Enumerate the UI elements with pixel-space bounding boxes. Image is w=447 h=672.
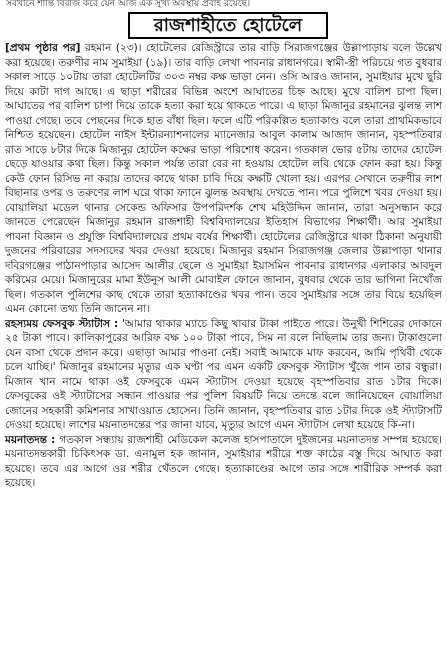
paragraph-text: রহমান (২৩)। হোটেলের রেজিস্ট্রারে তার বাড়ি সিরাজগঞ্জের উল্লাপাড়ায় বলে উল্লেখ করা হয়েছে। তরুণীর নাম সুমাইয়া (১৯)। তার বাড়ি লেখা পাবনার রাধানগরে। স্বামী-স্ত্রী পরিচয়ে গত বুধবার সকাল সাড়ে ১০টায় তারা হোটেলটির ৩০৩ নম্বর কক্ষ ভাড়া নেন। ওসি আরও জানান, সুমাইয়ার মুখে ছুরি দিয়ে কাটা দাগ আছে। এ ছাড়া শরীরের বিভিন্ন অংশে আঘাতের চিহ্ন আছে। মুখে বালিশ চাপা ছিল। আঘাতের পর বালিশ চাপা দিয়ে তাকে হত্যা করা হয়ে থাকতে পারে। এ ছাড়া মিজানুর রহমানের ঝুলন্ত লাশ পাওয়া গেছে। তবে পেছনের দিকে হাত বাঁধা ছিল। ফলে এটি পরিকল্পিত হত্যাকাণ্ড বলে তারা প্রাথমিকভাবে নিশ্চিত হয়েছেন। হোটেল নাইস ইন্টারন্যাশনালের ম্যানেজার আবুল কালাম আজাদ জানান, বৃহস্পতিবার রাত সাড়ে ৮টার দিকে মিজানুর হোটেল কক্ষের ভাড়া পরিশোধ করেন। গতকাল ভোর ৫টায় তাদের হোটেল ছেড়ে যাওয়ার কথা ছিল। কিন্তু সকাল পর্যন্ত তারা বের না হওয়ায় হোটেল লবি থেকে ফোন করা হয়। কিন্তু কেউ ফোন রিসিভ না করায় তাদের কাছে থাকা চাবি দিয়ে কক্ষটি খোলা হয়। এরপর সেখানে তরুণীর লাশ বিছানার ওপর ও তরুণের লাশ ঘরে থাকা ফ্যানে ঝুলন্ত অবস্থায় দেখতে পান। পরে পুলিশে খবর দেওয়া হয়। বোয়ালিয়া মডেল থানার সেকেন্ড অফিসার উপপরিদর্শক শেখ মহিউদ্দিন জানান, তারা অনুসন্ধান করে জানতে পেরেছেন মিজানুর রহমান রাজশাহী বিশ্ববিদ্যালয়ের ইতিহাস বিভাগের শিক্ষার্থী। আর সুমাইয়া পাবনা বিজ্ঞান ও প্রযুক্তি বিশ্ববিদ্যালয়ের প্রথম বর্ষের শিক্ষার্থী। হোটেলের রেজিস্ট্রারে থাকা ঠিকানা অনুযায়ী দুজনের পরিবারের সদস্যদের খবর দেওয়া হয়েছে। মিজানুর রহমান সিরাজগঞ্জ জেলার উল্লাপাড়া থানার দবিরগঞ্জের পাঠানপাড়ার আসেদ আলীর ছেলে ও সুমাইয়া ইয়াসমিন পাবনার রাধানগর এলাকার আবদুল করিমের মেয়ে। মিজানুরের মামা ইউনুস আলী মোবাইল ফোনে জানান, বুধবার থেকে তার ভাগিনা নিখোঁজ ছিল। গতকাল পুলিশের কাছ থেকে তারা হত্যাকাণ্ডের খবর পান। তবে সুমাইয়ার সঙ্গে তার বিয়ে হয়েছিল এমন কোনো তথ্য তিনি জানেন না। — [5, 42, 442, 315]
paragraph-text: গতকাল সন্ধ্যায় রাজশাহী মেডিকেল কলেজ হাসপাতালে দুইজনের ময়নাতদন্ত সম্পন্ন হয়েছে। ময়নাতদন্তকারী চিকিৎসক ডা. এনামুল হক জানান, সুমাইয়ার শরীরে শক্ত কাঠের বস্তু দিয়ে আঘাত করা হয়েছে। তবে এর আগে ওর শরীর থেঁতলে গেছে। হত্যাকাণ্ডের আগে তার সঙ্গে শারীরিক সম্পর্ক করা হয়েছে। — [5, 433, 442, 489]
headline-text: রাজশাহীতে হোটেলে — [153, 14, 303, 36]
paragraph-text: 'আমার থাকার ম্যাচে কিছু খাবার টাকা পাইতে পারে। উনুখী শিশিরের দোকানে ২৫ টাকা পাবে। কালিকাপুরের আরিফ বক্ষ ১০০ টাকা পাবে, সিম না বলে নিছিলাম তার জন্য। টাকাগুলো যেন বাসা থেকে প্রদান করে। এছাড়া আমার পাওনা নেই। সবাই আমাকে মাফ করবেন, আমি পৃথিবী থেকে চলে যাচ্ছি।' মিজানুর রহমানের মৃত্যুর এক ঘণ্টা পর এমন একটি ফেসবুক স্ট্যাটাস খুঁজে পান তার বন্ধুরা। মিজান খান নামে থাকা ওই ফেসবুকে এমন স্ট্যাটাস দেওয়া হয়েছে বৃহস্পতিবার রাত ১টার দিকে। ফেসবুকের ওই স্ট্যাটাসের সন্ধান পাওয়ার পর পুলিশ বিষয়টি নিয়ে তদন্তে বলে জানিয়েছেন বোয়ালিয়া জোনের সহকারী কমিশনার সাখাওয়াত হোসেন। তিনি জানান, বৃহস্পতিবার রাত ১টার দিকে ওই স্ট্যাটাসটি দেওয়া হয়েছে। লাশের ময়নাতদন্তের পর জানা যাবে, মৃত্যুর আগে এমন স্ট্যাটাস লেখা হয়েছে কি-না। — [5, 317, 442, 431]
subheading-facebook-status: রহস্যময় ফেসবুক স্ট্যাটাস : — [5, 317, 119, 330]
headline-box — [128, 12, 328, 39]
article-paragraph-2 — [5, 317, 442, 433]
subheading-postmortem: ময়নাতদন্ত : — [5, 433, 56, 446]
article-paragraph-3 — [5, 433, 442, 491]
cut-off-previous-line: সবখানে শান্তি বিরাজ করে যেন আজ এক সুখ্য অবস্থায় প্রবাহ রয়েছে। — [6, 0, 251, 9]
article-body — [5, 41, 442, 491]
article-paragraph-1 — [5, 41, 442, 317]
continuation-reference: [প্রথম পৃষ্ঠার পর] — [5, 42, 81, 54]
